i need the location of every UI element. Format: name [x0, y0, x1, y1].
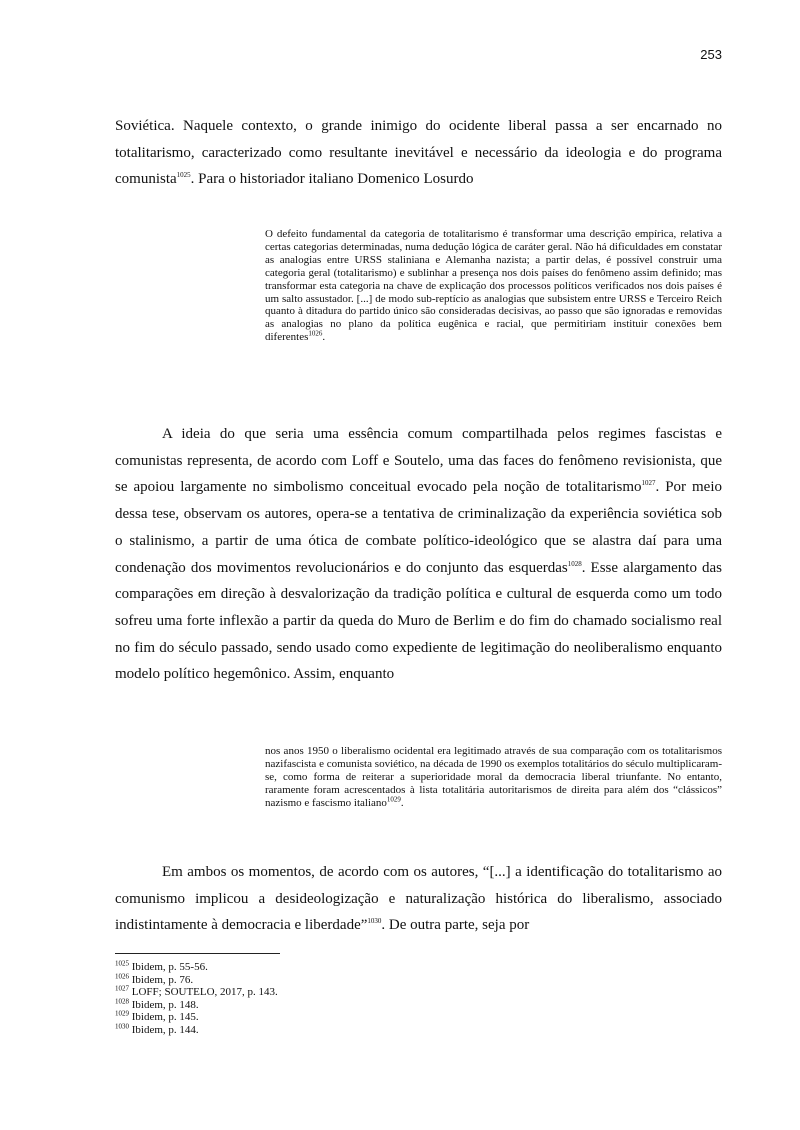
footnote-number: 1025 — [115, 959, 129, 968]
paragraph-3 — [115, 859, 722, 939]
paragraph-text: . Esse alargamento das comparações em direção à desvalorização da tradição política e cultural de esquerda como um todo sofreu uma forte inflexão a partir da queda do Muro de Berlim e do fim do chamado socialismo real no fim do século passado, sendo usado como expediente de legitimação do neoliberalismo enquanto modelo político hegemônico. Assim, enquanto — [115, 559, 722, 683]
block-quote-1 — [265, 228, 722, 344]
paragraph-2 — [115, 421, 722, 688]
footnote-divider — [115, 953, 280, 954]
block-quote-2 — [265, 745, 722, 810]
paragraph-text: . Para o historiador italiano Domenico Losurdo — [190, 171, 474, 188]
footnote-text: LOFF; SOUTELO, 2017, p. 143. — [129, 986, 278, 998]
footnote-ref: 1026 — [308, 329, 323, 338]
footnote-text: Ibidem, p. 145. — [129, 1011, 199, 1023]
footnote-text: Ibidem, p. 144. — [129, 1023, 199, 1036]
quote-text: . — [400, 796, 404, 809]
footnote — [115, 961, 278, 974]
footnote-ref: 1028 — [567, 559, 582, 568]
footnote-ref: 1029 — [386, 794, 401, 803]
footnote-number: 1029 — [115, 1009, 129, 1018]
footnote — [115, 971, 278, 987]
footnote-ref: 1027 — [641, 479, 656, 488]
quote-text: . — [322, 331, 326, 344]
footnote-number: 1028 — [115, 996, 129, 1005]
footnote-text: Ibidem, p. 76. — [129, 973, 194, 986]
footnote-ref: 1030 — [367, 917, 382, 926]
footnote — [115, 996, 278, 1012]
footnote-text: Ibidem, p. 55-56. — [129, 961, 208, 973]
footnotes — [115, 961, 278, 1036]
quote-text: O defeito fundamental da categoria de totalitarismo é transformar uma descrição empírica, relativa a certas categorias determinadas, numa dedução lógica de caráter geral. Não há dificuldades em constatar as analogias entre URSS staliniana e Alemanha nazista; a partir delas, é possível construir uma categoria geral (totalitarismo) e sublinhar a presença nos dois países do fenômeno assim definido; mas transformar esta categoria na chave de explicação dos processos políticos verificados nos dois países é um salto assustador. [...] de modo sub-reptício as analogias que subsistem entre URSS e Terceiro Reich quanto à ditadura do partido único são consideradas decisivas, ao passo que são ignoradas e removidas as analogias no plano da política eugênica e racial, que permitiriam instituir conexões bem diferentes — [265, 228, 722, 344]
footnote — [115, 1021, 278, 1037]
footnote — [115, 986, 278, 999]
footnote-text: Ibidem, p. 148. — [129, 998, 199, 1011]
paragraph-text: . De outra parte, seja por — [381, 917, 530, 934]
paragraph-text: Em ambos os momentos, de acordo com os autores, “[...] a identificação do totalitarismo ao comunismo implicou a desideologização e naturalização histórica do liberalismo, associado indistintamente à democracia e liberdade” — [115, 864, 722, 934]
footnote-ref: 1025 — [176, 171, 191, 180]
paragraph-text: . Por meio dessa tese, observam os autores, opera-se a tentativa de criminalização da experiência soviética sob o stalinismo, a partir de uma ótica de combate político-ideológico que se alastra daí para uma condenação dos movimentos revolucionários e do conjunto das esquerdas — [115, 479, 722, 576]
footnote-number: 1026 — [115, 971, 129, 980]
paragraph-text: A ideia do que seria uma essência comum compartilhada pelos regimes fascistas e comunistas representa, de acordo com Loff e Soutelo, uma das faces do fenômeno revisionista, que se apoiou largamente no simbolismo conceitual evocado pela noção de totalitarismo — [115, 426, 722, 496]
paragraph-text: Soviética. Naquele contexto, o grande inimigo do ocidente liberal passa a ser encarnado no totalitarismo, caracterizado como resultante inevitável e necessário da ideologia e do programa comunista — [115, 118, 722, 188]
footnote-number: 1027 — [115, 984, 129, 993]
footnote-number: 1030 — [115, 1021, 129, 1030]
footnote — [115, 1011, 278, 1024]
page-number: 253 — [700, 47, 722, 62]
paragraph-1 — [115, 113, 722, 193]
quote-text: nos anos 1950 o liberalismo ocidental era legitimado através de sua comparação com os totalitarismos nazifascista e comunista soviético, na década de 1990 os exemplos totalitários do século multiplicaram-se, como forma de reiterar a superioridade moral da democracia liberal triunfante. No entanto, raramente foram acrescentados à lista totalitária autoritarismos de direita para além dos “clássicos” nazismo e fascismo italiano — [265, 745, 722, 809]
